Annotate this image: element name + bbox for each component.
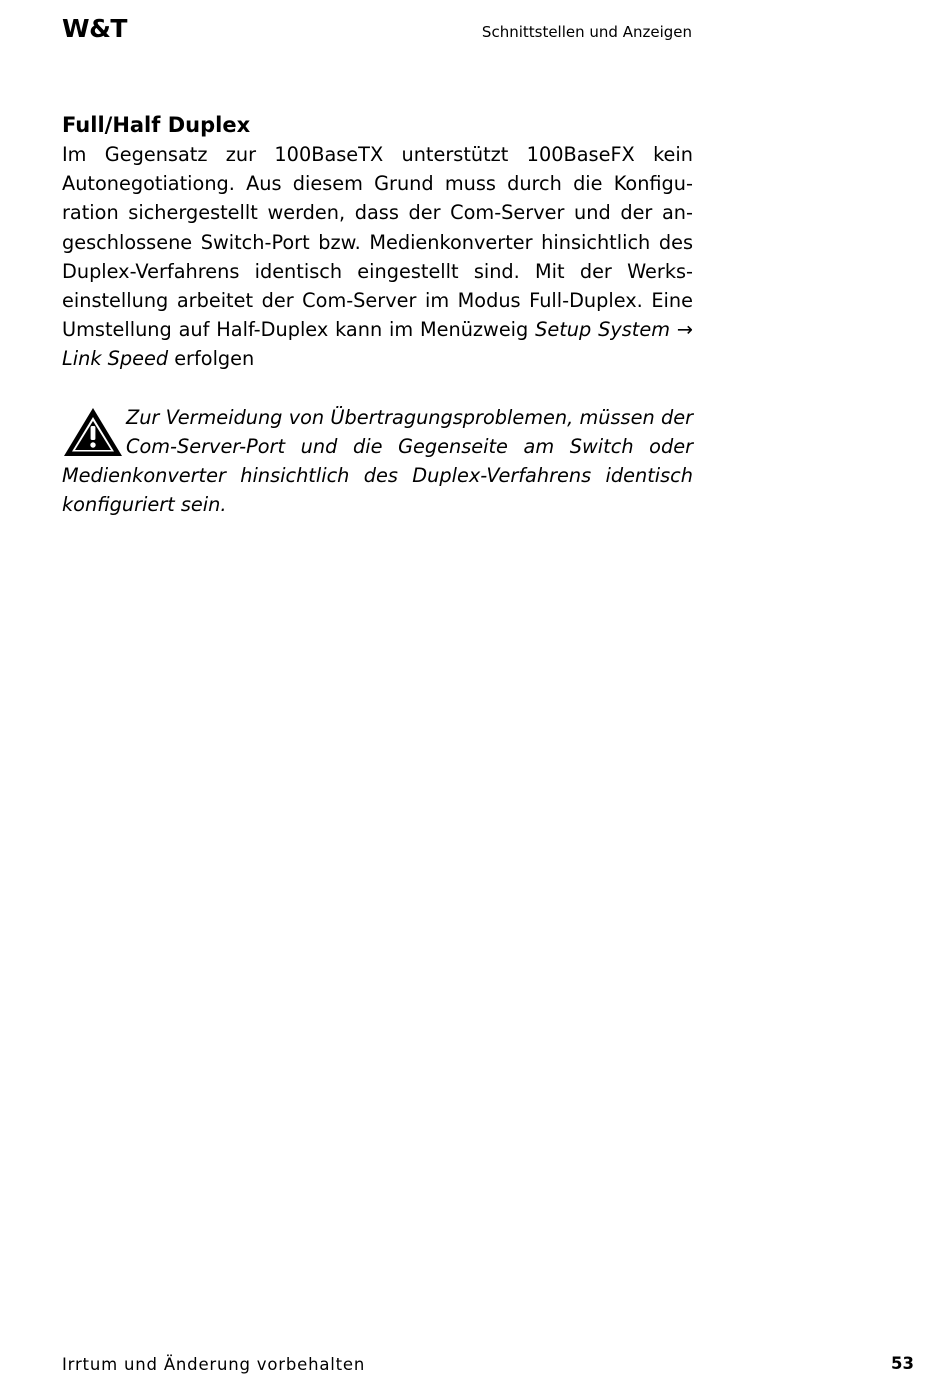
warning-triangle-icon	[62, 406, 124, 458]
warning-note	[62, 403, 693, 520]
body-paragraph	[62, 140, 693, 374]
paragraph-text: Im Gegensatz zur 100BaseTX unterstützt 100BaseFX kein Autonegotiationg. Aus diesem Grund muss durch die Konfiguration sichergestellt werden, dass der Com-Server und der angeschlossene Switch-Port bzw. Medienkonverter hinsichtlich des Duplex-Verfahrens identisch eingestellt sind. Mit der Werkseinstellung arbeitet der Com-Server im Modus Full-Duplex. Eine Umstellung auf Half-Duplex kann im Menüzweig	[62, 143, 693, 342]
section-title: Full/Half Duplex	[62, 113, 251, 137]
main-content	[62, 111, 693, 519]
running-head: Schnittstellen und Anzeigen	[481, 23, 692, 41]
paragraph-text-end: erfolgen	[168, 347, 255, 371]
page-number: 53	[891, 1354, 914, 1373]
warning-text: Zur Vermeidung von Übertragungsproblemen, müssen der Com-Server-Port und die Gegenseite am Switch oder Medienkonverter hinsichtlich des Duplex-Verfahrens identisch konfiguriert sein.	[62, 405, 693, 517]
footer-disclaimer: Irrtum und Änderung vorbehalten	[62, 1355, 366, 1374]
brand-logo: W&T	[62, 14, 127, 43]
menu-path: Setup System → Link Speed	[62, 318, 693, 371]
